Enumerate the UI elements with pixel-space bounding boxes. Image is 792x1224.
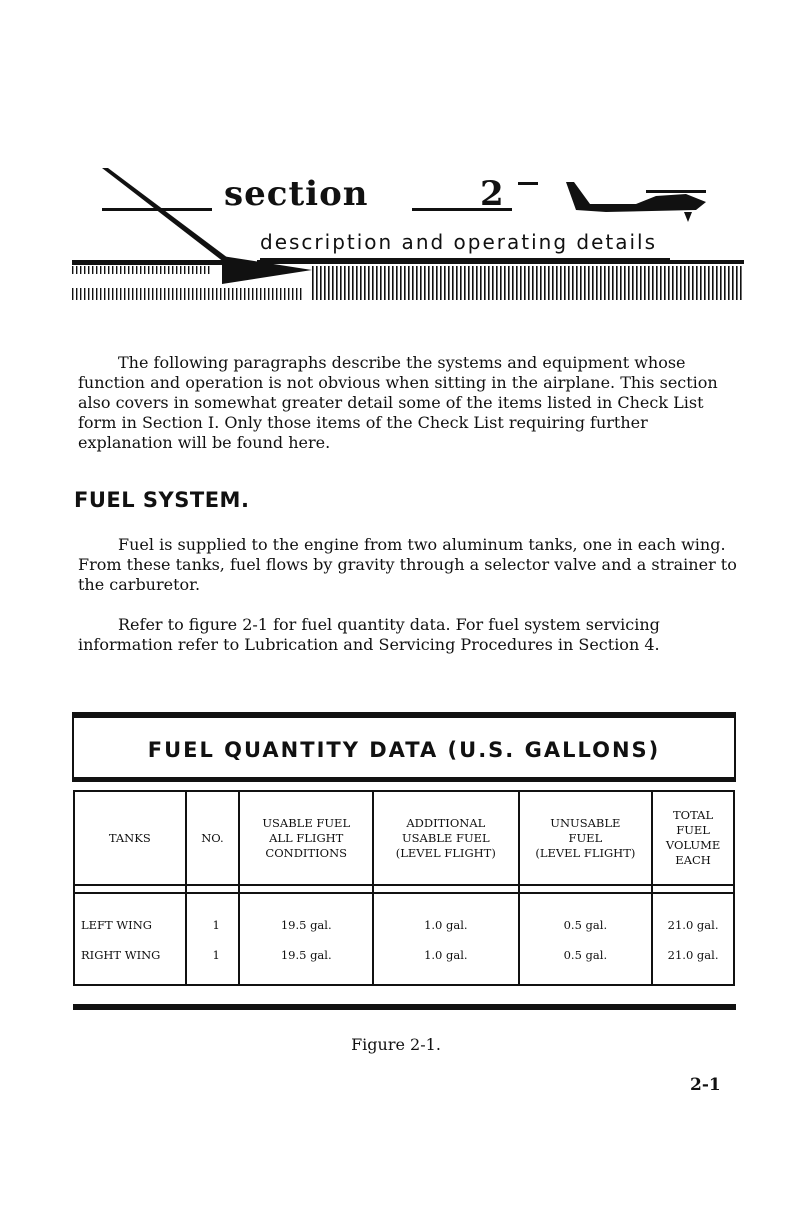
column-header: NO. xyxy=(186,791,240,885)
table-cell: 19.5 gal. xyxy=(239,893,373,940)
fuel-quantity-table xyxy=(73,790,735,986)
fuel-paragraph-2 xyxy=(78,615,748,655)
column-header: TANKS xyxy=(74,791,186,885)
table-header-row xyxy=(74,791,734,885)
fuel-paragraph-1 xyxy=(78,535,738,595)
table-cell: 1.0 gal. xyxy=(373,893,519,940)
table-cell: 1.0 gal. xyxy=(373,940,519,985)
table-bottom-rule xyxy=(73,1004,736,1010)
table-cell: LEFT WING xyxy=(74,893,186,940)
figure-caption: Figure 2-1. xyxy=(351,1035,441,1054)
section-number: 2 xyxy=(480,174,504,214)
table-row xyxy=(74,940,734,985)
section-subtitle: description and operating details xyxy=(260,230,658,254)
column-header: ADDITIONAL USABLE FUEL (LEVEL FLIGHT) xyxy=(373,791,519,885)
table-cell: 0.5 gal. xyxy=(519,893,653,940)
airplane-icon xyxy=(566,182,706,222)
column-header: USABLE FUEL ALL FLIGHT CONDITIONS xyxy=(239,791,373,885)
table-cell: 19.5 gal. xyxy=(239,940,373,985)
intro-paragraph xyxy=(78,353,738,453)
fuel-paragraph-2-text: Refer to figure 2-1 for fuel quantity data. For fuel system servicing information refer to Lubrication and Servicing Procedures in Section 4. xyxy=(78,615,660,654)
fuel-table-title-box xyxy=(72,712,736,782)
column-header: UNUSABLE FUEL (LEVEL FLIGHT) xyxy=(519,791,653,885)
fuel-table-title: FUEL QUANTITY DATA (U.S. GALLONS) xyxy=(147,738,661,762)
table-separator xyxy=(74,885,734,893)
section-word: section xyxy=(224,174,369,214)
table-cell: 21.0 gal. xyxy=(652,940,734,985)
section-banner xyxy=(72,160,744,310)
fuel-system-heading: FUEL SYSTEM. xyxy=(74,488,250,512)
table-cell: RIGHT WING xyxy=(74,940,186,985)
table-cell: 21.0 gal. xyxy=(652,893,734,940)
fuel-paragraph-1-text: Fuel is supplied to the engine from two aluminum tanks, one in each wing. From these tanks, fuel flows by gravity through a selector valve and a strainer to the carburetor. xyxy=(78,535,737,594)
page-number: 2-1 xyxy=(690,1075,721,1095)
table-cell: 1 xyxy=(186,893,240,940)
table-cell: 0.5 gal. xyxy=(519,940,653,985)
intro-text: The following paragraphs describe the systems and equipment whose function and operation is not obvious when sitting in the airplane. This section also covers in somewhat greater detail some of the items listed in Check List form in Section I. Only those items of the Check List requiring further explanation will be found here. xyxy=(78,353,718,452)
table-cell: 1 xyxy=(186,940,240,985)
table-row xyxy=(74,893,734,940)
column-header: TOTAL FUEL VOLUME EACH xyxy=(652,791,734,885)
